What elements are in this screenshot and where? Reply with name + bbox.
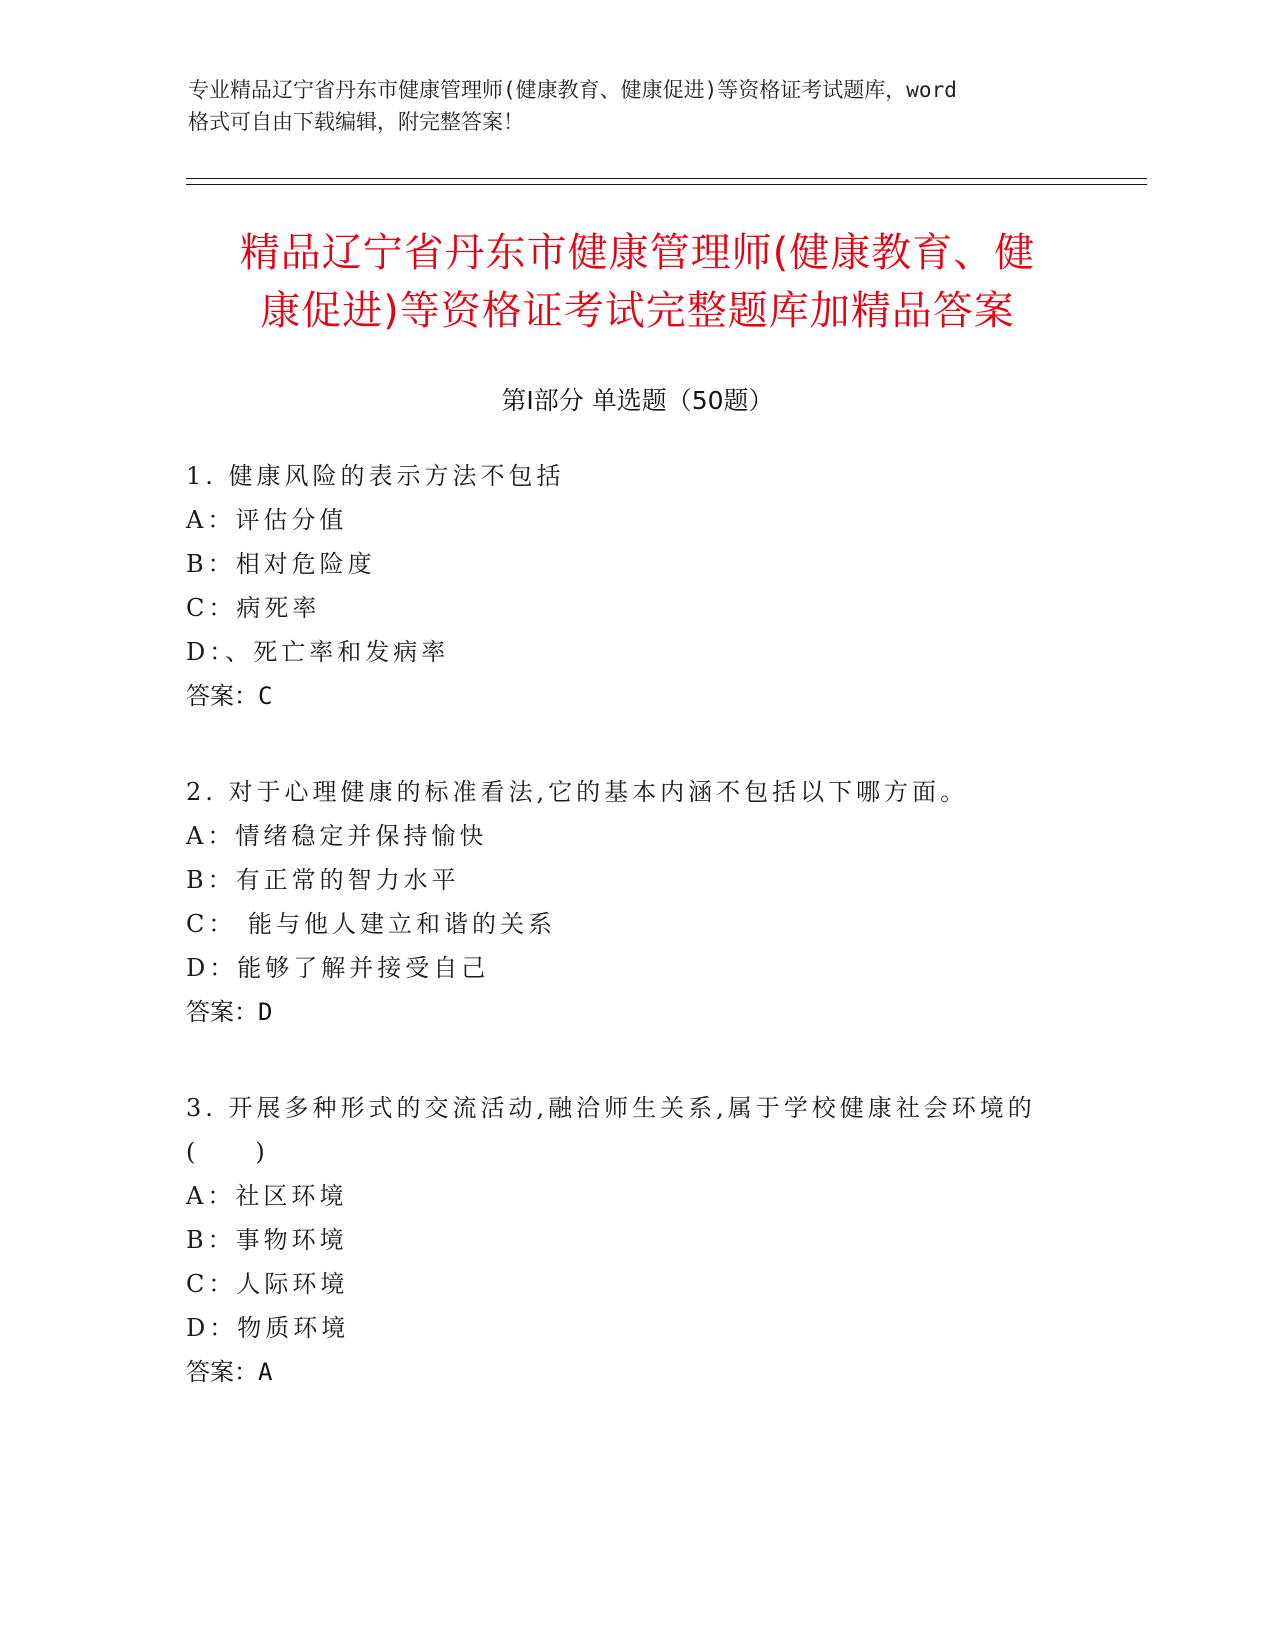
question-stem: 2. 对于心理健康的标准看法,它的基本内涵不包括以下哪方面。 [186,778,969,806]
option-b: B：事物环境 [186,1226,348,1254]
option-a: A：社区环境 [186,1182,348,1210]
answer-label: 答案： [186,1358,258,1386]
answer [186,990,1086,1034]
option-b: B：有正常的智力水平 [186,866,460,894]
answer-value: D [258,998,273,1026]
answer-value: C [258,682,273,710]
question-1 [186,454,1086,718]
option-c: C：人际环境 [186,1270,349,1298]
question-stem: 3. 开展多种形式的交流活动,融洽师生关系,属于学校健康社会环境的 [186,1094,1036,1122]
header-divider-bottom [186,184,1147,185]
header-note-line: 专业精品辽宁省丹东市健康管理师(健康教育、健康促进)等资格证考试题库，word [188,78,957,102]
option-d: D：、死亡率和发病率 [186,638,450,666]
header-divider-top [186,178,1147,179]
question-3 [186,1086,1086,1394]
option-d: D：能够了解并接受自己 [186,954,490,982]
answer-label: 答案： [186,682,258,710]
document-title-line: 精品辽宁省丹东市健康管理师(健康教育、健 [239,230,1036,276]
header-note [188,74,1088,138]
answer [186,674,1086,718]
option-d: D：物质环境 [186,1314,350,1342]
header-note-line: 格式可自由下载编辑，附完整答案！ [188,110,524,134]
section-heading: 第Ⅰ部分 单选题（50题） [501,386,774,415]
option-c: C：病死率 [186,594,321,622]
question-stem: 1. 健康风险的表示方法不包括 [186,462,565,490]
document-title [170,224,1105,340]
answer-value: A [258,1358,273,1386]
document-title-line: 康促进)等资格证考试完整题库加精品答案 [260,288,1015,334]
option-a: A：情绪稳定并保持愉快 [186,822,488,850]
question-2 [186,770,1086,1034]
answer [186,1350,1086,1394]
option-b: B：相对危险度 [186,550,376,578]
option-a: A：评估分值 [186,506,348,534]
question-stem-continued: ( ) [186,1138,269,1166]
option-c: C： 能与他人建立和谐的关系 [186,910,556,938]
answer-label: 答案： [186,998,258,1026]
